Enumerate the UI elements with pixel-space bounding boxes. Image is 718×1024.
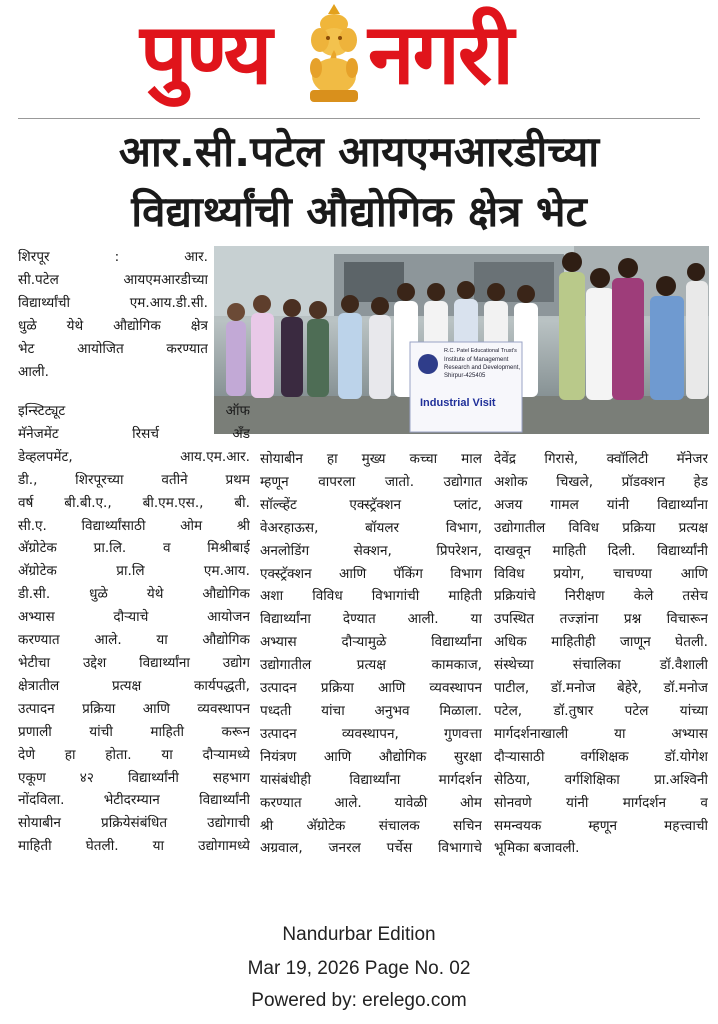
article-line: सोयाबीन प्रक्रियेसंबंधित उद्योगाची	[18, 815, 250, 832]
article-line: करण्यात आले. या औद्योगिक	[18, 632, 250, 649]
article-line: अशोक चिखले, प्रॉडक्शन हेड	[494, 473, 708, 490]
article-line: म्हणून वापरला जातो. उद्योगात	[260, 473, 482, 490]
article-line: वेअरहाऊस, बॉयलर विभाग,	[260, 519, 482, 536]
industrial-visit-banner	[410, 342, 522, 432]
banner-research: Research and Development,	[444, 365, 521, 371]
article-line: यासंबंधीही विद्यार्थ्यांना मार्गदर्शन	[260, 771, 482, 788]
article-line: उत्पादन प्रक्रिया आणि व्यवस्थापन	[260, 680, 482, 697]
article-line: विद्यार्थ्यांची एम.आय.डी.सी.	[18, 294, 208, 311]
article-line: सी.ए. विद्यार्थ्यांसाठी ओम श्री	[18, 517, 250, 534]
article-line: सॉल्व्हेंट एक्स्ट्रॅक्शन प्लांट,	[260, 496, 482, 513]
article-line: वर्ष बी.बी.ए., बी.एम.एस., बी.	[18, 494, 250, 511]
article-line: अजय गामल यांनी विद्यार्थ्यांना	[494, 496, 708, 513]
article-line: इन्स्टिट्यूट ऑफ	[18, 403, 250, 419]
article-line: नोंदविला. भेटीदरम्यान विद्यार्थ्यांनी	[18, 792, 250, 809]
article-line: एकूण ४२ विद्यार्थ्यांनी सहभाग	[18, 769, 250, 786]
article-line: डी.सी. धुळे येथे औद्योगिक	[18, 586, 250, 603]
article-line: पध्दती यांचा अनुभव मिळाला.	[260, 702, 482, 719]
article-line: क्षेत्रातील प्रत्यक्ष कार्यपद्धती,	[18, 677, 250, 694]
article-line: अग्रवाल, जनरल पर्चेस विभागाचे	[260, 840, 482, 857]
article-line: सेठिया, वर्गशिक्षिका प्रा.अश्विनी	[494, 771, 708, 788]
article-line: डी., शिरपूरच्या वतीने प्रथम	[18, 471, 250, 488]
article-line: भेट आयोजित करण्यात	[18, 340, 208, 357]
edition-label: Nandurbar Edition	[282, 924, 436, 945]
article-column-2	[260, 448, 482, 860]
article-line: मॅनेजमेंट रिसर्च अँड	[18, 425, 250, 442]
article-line: पाटील, डॉ.मनोज बेहेरे, डॉ.मनोज	[494, 680, 708, 697]
article-line: नियंत्रण आणि औद्योगिक सुरक्षा	[260, 748, 482, 765]
article-line: समन्वयक म्हणून महत्त्वाची	[494, 817, 708, 834]
article-line: अभ्यास दौऱ्यामुळे विद्यार्थ्यांना	[260, 634, 482, 651]
group-photo-illustration	[214, 246, 709, 434]
article-line: विविध प्रयोग, चाचण्या आणि	[494, 565, 708, 582]
article-line: अभ्यास दौऱ्याचे आयोजन	[18, 609, 250, 626]
article-line: दौऱ्यासाठी वर्गशिक्षक डॉ.योगेश	[494, 748, 708, 765]
masthead	[0, 0, 718, 112]
article-line: अधिक माहितीही जाणून घेतली.	[494, 634, 708, 651]
article-line: दाखवून माहिती दिली. विद्यार्थ्यांनी	[494, 542, 708, 559]
article-line: उत्पादन व्यवस्थापन, गुणवत्ता	[260, 725, 482, 742]
headline-line-1: आर.सी.पटेल आयएमआरडीच्या	[118, 127, 600, 176]
article-line: उद्योगातील प्रत्यक्ष कामकाज,	[260, 657, 482, 674]
article-line: अशा विविध विभागांची माहिती	[260, 588, 482, 605]
article-line: मार्गदर्शनाखाली या अभ्यास	[494, 725, 708, 742]
headline-line-2: विद्यार्थ्यांची औद्योगिक क्षेत्र भेट	[131, 187, 587, 236]
masthead-name-right: नगरी	[368, 5, 513, 103]
article-line: उत्पादन प्रक्रिया आणि व्यवस्थापन	[18, 700, 250, 717]
article-line: सोनवणे यांनी मार्गदर्शन व	[494, 794, 708, 811]
powered-by-link[interactable]: Powered by: erelego.com	[251, 990, 467, 1011]
article-line: माहिती घेतली. या उद्योगामध्ये	[18, 838, 250, 855]
banner-title: Industrial Visit	[420, 397, 496, 409]
ganesha-icon	[296, 2, 372, 106]
banner-location: Shirpur-425405	[444, 373, 486, 379]
article-line: सी.पटेल आयएमआरडीच्या	[18, 271, 208, 288]
article-line: शिरपूर : आर.	[18, 249, 208, 265]
article-line: उद्योगातील विविध प्रक्रिया प्रत्यक्ष	[494, 519, 708, 536]
banner-institute: Institute of Management	[444, 357, 509, 363]
masthead-name-left: पुण्य	[140, 5, 271, 103]
article-line: अ‍ॅग्रोटेक प्रा.लि एम.आय.	[18, 563, 250, 580]
article-line: प्रक्रियांचे निरीक्षण केले तसेच	[494, 588, 708, 605]
article-line: अ‍ॅग्रोटेक प्रा.लि. व मिश्रीबाई	[18, 540, 250, 557]
article-line: एक्स्ट्रॅक्शन आणि पॅकिंग विभाग	[260, 565, 482, 582]
article-line: अनलोडिंग सेक्शन, प्रिपरेशन,	[260, 542, 482, 559]
article-line: सोयाबीन हा मुख्य कच्चा माल	[260, 451, 482, 467]
article-line: विद्यार्थ्यांना देण्यात आली. या	[260, 611, 482, 628]
article-line: भेटीचा उद्देश विद्यार्थ्यांना उद्योग	[18, 654, 250, 671]
article-line: डेव्हलपमेंट, आय.एम.आर.	[18, 448, 250, 465]
masthead-divider	[18, 118, 700, 119]
article-column-1b	[18, 400, 250, 858]
article-line: संस्थेच्या संचालिका डॉ.वैशाली	[494, 657, 708, 674]
article-line: पटेल, डॉ.तुषार पटेल यांच्या	[494, 702, 708, 719]
article-line: प्रणाली यांची माहिती करून	[18, 723, 250, 740]
article-line: श्री अ‍ॅग्रोटेक संचालक सचिन	[260, 817, 482, 834]
article-column-3	[494, 448, 708, 860]
article-line: करण्यात आले. यावेळी ओम	[260, 794, 482, 811]
banner-trust: R.C. Patel Educational Trust's	[444, 348, 517, 354]
article-column-1a	[18, 246, 208, 383]
article-line: भूमिका बजावली.	[494, 840, 580, 857]
article-line: आली.	[18, 363, 49, 380]
article-line: उपस्थित तज्ज्ञांना प्रश्न विचारून	[494, 611, 708, 628]
article-line: देवेंद्र गिरासे, क्वॉलिटी मॅनेजर	[494, 451, 708, 467]
article-line: धुळे येथे औद्योगिक क्षेत्र	[18, 317, 208, 334]
date-page-label: Mar 19, 2026 Page No. 02	[247, 958, 471, 979]
article-line: देणे हा होता. या दौऱ्यामध्ये	[18, 746, 250, 763]
article-photo	[214, 246, 709, 434]
